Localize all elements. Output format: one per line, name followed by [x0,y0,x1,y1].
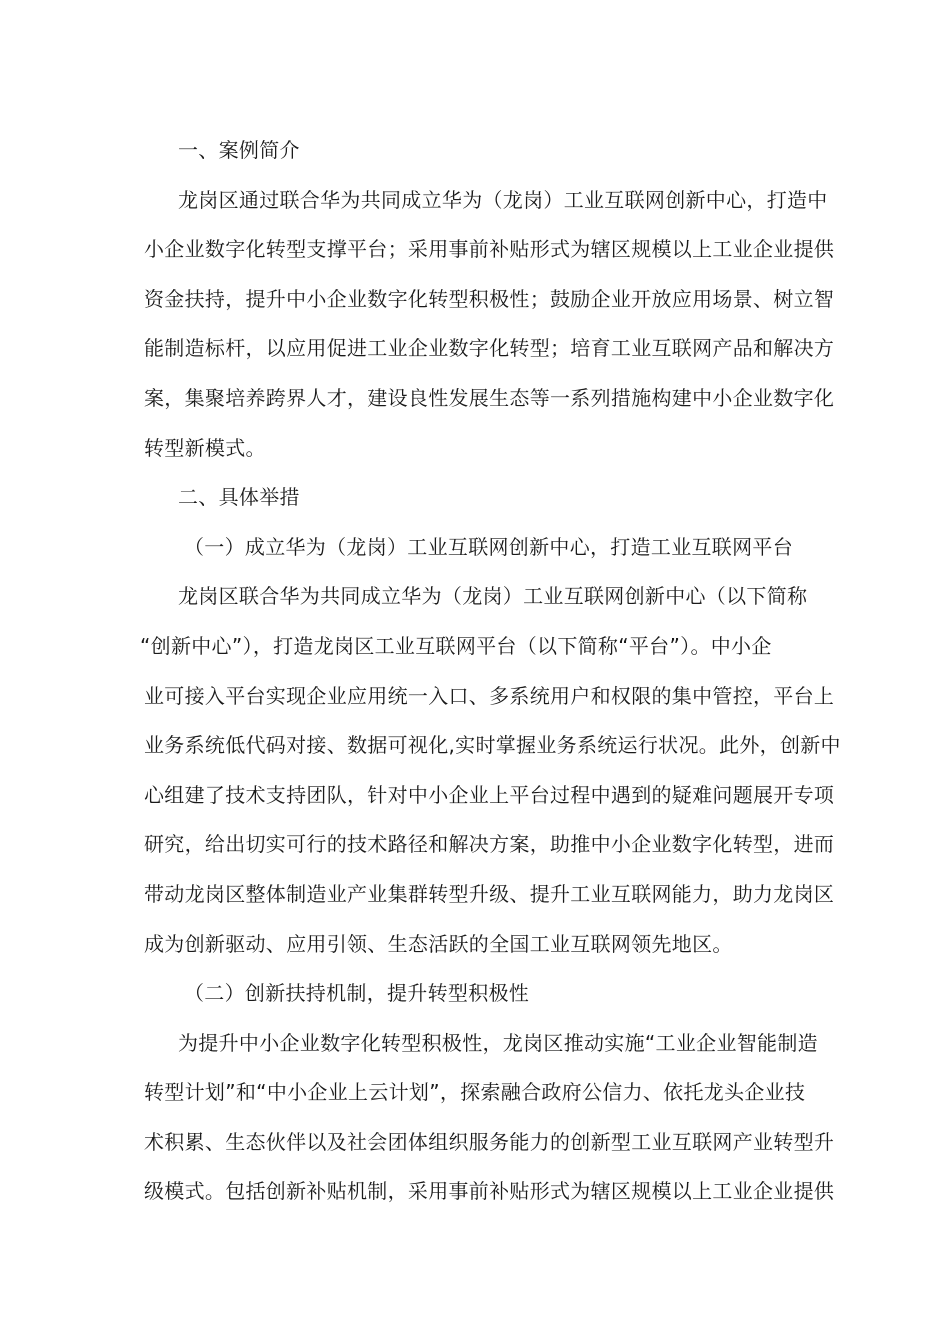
subheading-innovation-center: （一）成立华为（龙岗）工业互联网创新中心，打造工业互联网平台 [184,534,793,559]
paragraph-line: 带动龙岗区整体制造业产业集群转型升级、提升工业互联网能力，助力龙岗区 [144,881,835,906]
paragraph-line: 业务系统低代码对接、数据可视化,实时掌握业务系统运行状况。此外，创新中 [144,733,841,758]
paragraph-line: 研究，给出切实可行的技术路径和解决方案，助推中小企业数字化转型，进而 [144,832,835,857]
section-heading-case-intro: 一、案例简介 [178,138,300,162]
paragraph-line: 转型计划”和“中小企业上云计划”，探索融合政府公信力、依托龙头企业技 [144,1080,806,1105]
paragraph-line: 级模式。包括创新补贴机制，采用事前补贴形式为辖区规模以上工业企业提供 [144,1179,835,1204]
subheading-support-mechanism: （二）创新扶持机制，提升转型积极性 [184,981,530,1006]
section-heading-measures: 二、具体举措 [178,485,300,510]
paragraph-line: 心组建了技术支持团队，针对中小企业上平台过程中遇到的疑难问题展开专项 [144,782,835,807]
paragraph-support-mechanism [144,1019,835,1217]
paragraph-line: 案，集聚培养跨界人才，建设良性发展生态等一系列措施构建中小企业数字化 [144,385,835,410]
paragraph-innovation-center [140,572,841,969]
paragraph-line: 龙岗区联合华为共同成立华为（龙岗）工业互联网创新中心（以下简称 [178,584,808,609]
paragraph-line: 小企业数字化转型支撑平台；采用事前补贴形式为辖区规模以上工业企业提供 [144,237,835,262]
paragraph-line: 业可接入平台实现企业应用统一入口、多系统用户和权限的集中管控，平台上 [144,683,835,708]
paragraph-line: 转型新模式。 [144,435,266,460]
document-body [140,126,841,1217]
paragraph-case-intro [144,176,835,474]
paragraph-line: 资金扶持，提升中小企业数字化转型积极性；鼓励企业开放应用场景、树立智 [144,286,835,311]
paragraph-line: 能制造标杆，以应用促进工业企业数字化转型；培育工业互联网产品和解决方 [144,336,835,361]
paragraph-line: 为提升中小企业数字化转型积极性，龙岗区推动实施“工业企业智能制造 [178,1030,818,1055]
paragraph-line: “创新中心”），打造龙岗区工业互联网平台（以下简称“平台”）。中小企 [140,633,772,658]
paragraph-line: 成为创新驱动、应用引领、生态活跃的全国工业互联网领先地区。 [144,931,733,956]
paragraph-line: 术积累、生态伙伴以及社会团体组织服务能力的创新型工业互联网产业转型升 [144,1129,835,1154]
paragraph-line: 龙岗区通过联合华为共同成立华为（龙岗）工业互联网创新中心，打造中 [178,187,828,212]
